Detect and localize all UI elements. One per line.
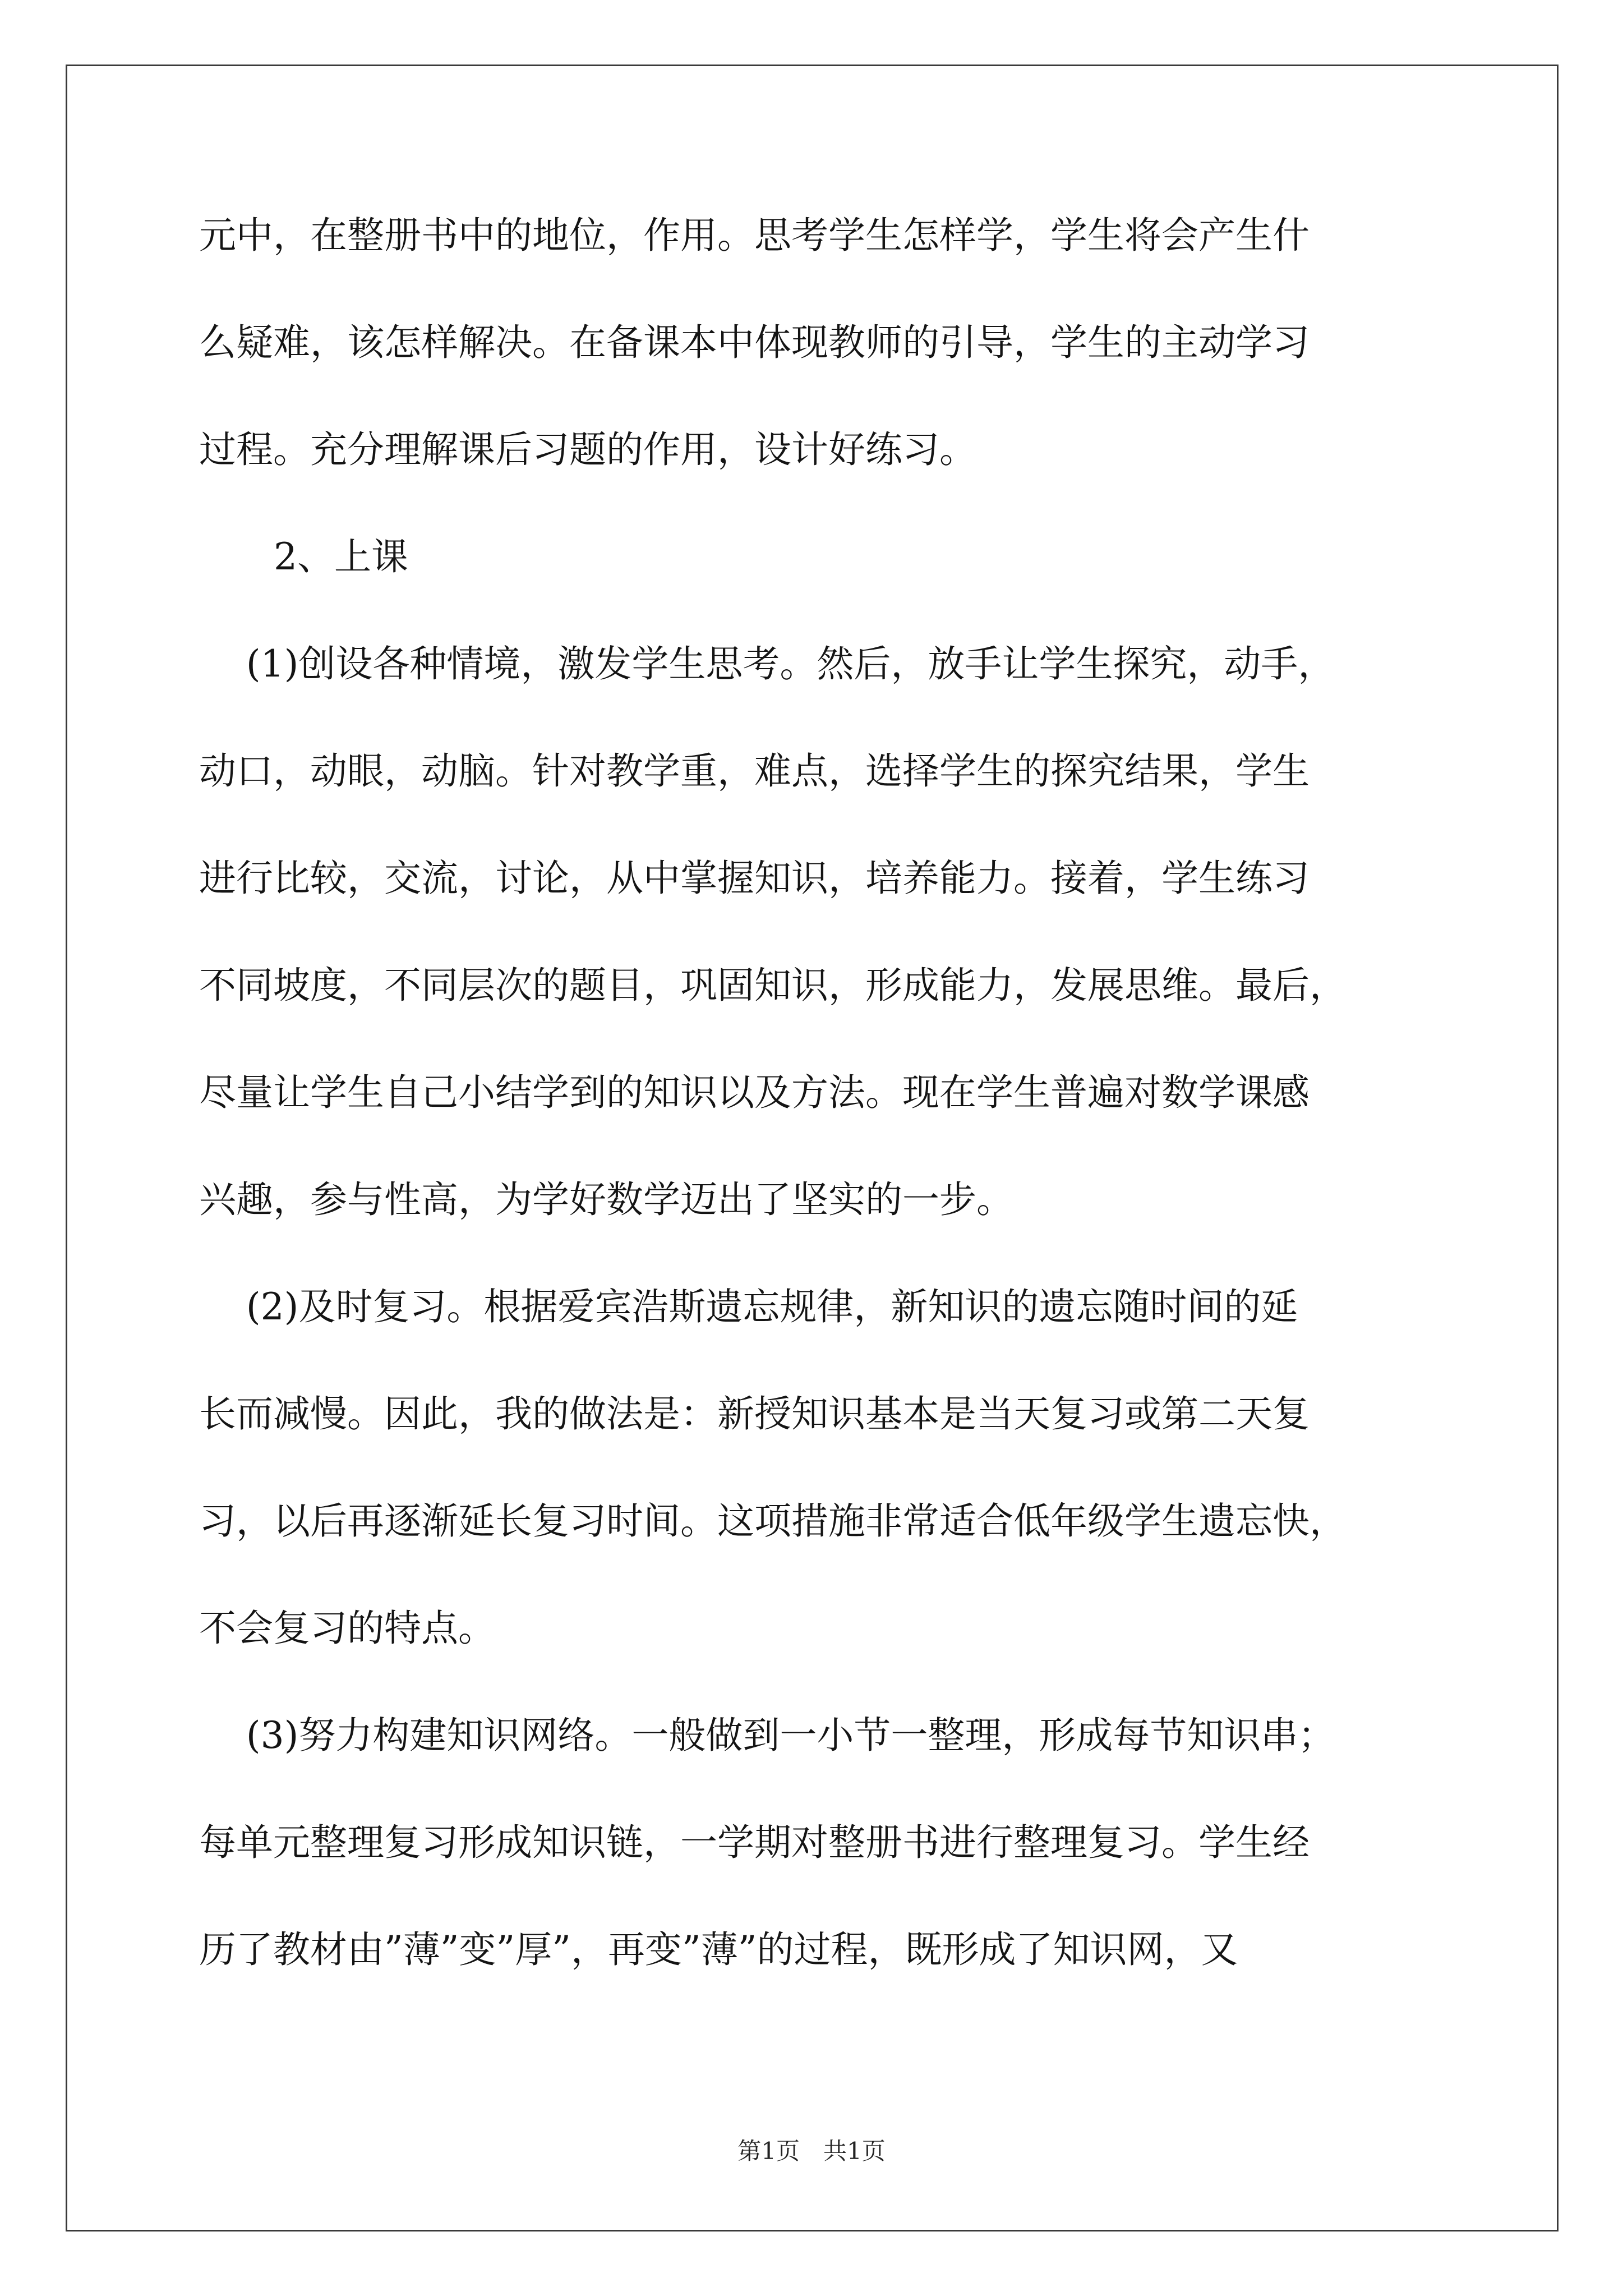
- text-line: 不会复习的特点。: [199, 1607, 495, 1650]
- text-line: 么疑难，该怎样解决。在备课本中体现教师的引导，学生的主动学习: [199, 321, 1310, 364]
- text-line: 历了教材由”薄”变”厚”，再变”薄”的过程，既形成了知识网，又: [199, 1928, 1238, 1971]
- text-line: 尽量让学生自己小结学到的知识以及方法。现在学生普遍对数学课感: [199, 1071, 1310, 1114]
- text-line: (2)及时复习。根据爱宾浩斯遗忘规律，新知识的遗忘随时间的延: [199, 1285, 1298, 1328]
- text-line: 进行比较，交流，讨论，从中掌握知识，培养能力。接着，学生练习: [199, 857, 1310, 900]
- text-line: 习，以后再逐渐延长复习时间。这项措施非常适合低年级学生遗忘快，: [199, 1499, 1347, 1543]
- section-heading: [274, 535, 408, 579]
- page-footer: 第1页 共1页: [737, 2137, 886, 2165]
- text-line: 不同坡度，不同层次的题目，巩固知识，形成能力，发展思维。最后，: [199, 964, 1347, 1007]
- text-line: 每单元整理复习形成知识链，一学期对整册书进行整理复习。学生经: [199, 1821, 1310, 1864]
- text-line: 兴趣，参与性高，为学好数学迈出了坚实的一步。: [199, 1178, 1013, 1221]
- text-line: (1)创设各种情境，激发学生思考。然后，放手让学生探究，动手，: [199, 642, 1335, 685]
- text-line: (3)努力构建知识网络。一般做到一小节一整理，形成每节知识串；: [199, 1714, 1335, 1757]
- text-line: 元中，在整册书中的地位，作用。思考学生怎样学，学生将会产生什: [199, 214, 1310, 257]
- text-line: 长而减慢。因此，我的做法是：新授知识基本是当天复习或第二天复: [199, 1392, 1310, 1435]
- text-line: 过程。充分理解课后习题的作用，设计好练习。: [199, 428, 976, 471]
- text-line: 动口，动眼，动脑。针对教学重，难点，选择学生的探究结果，学生: [199, 749, 1310, 793]
- page-border: [66, 65, 1559, 2231]
- section-heading-text: 2、上课: [274, 535, 408, 578]
